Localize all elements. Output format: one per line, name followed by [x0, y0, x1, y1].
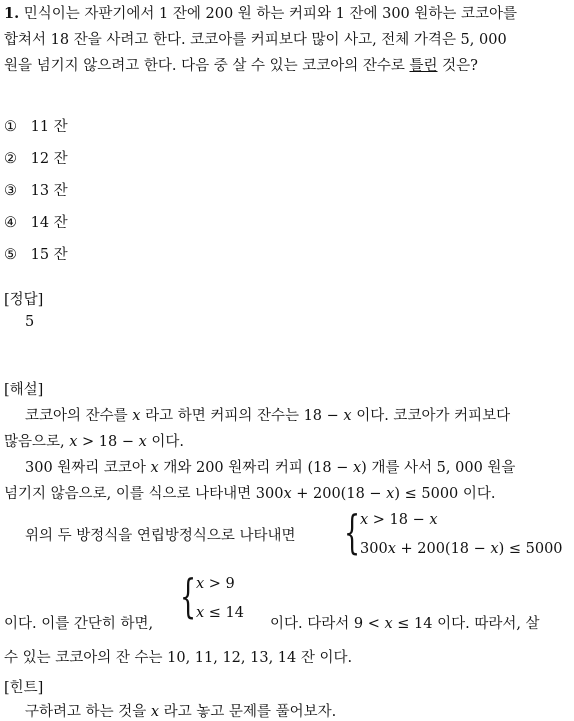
solution-label: [해설]: [4, 382, 44, 398]
solution-line-5: 위의 두 방정식을 연립방정식으로 나타내면: [25, 528, 296, 544]
variable-x: x: [490, 541, 499, 557]
variable-x: x: [283, 486, 292, 502]
solution-line-6b: [270, 612, 540, 633]
question-line-1: [4, 2, 517, 23]
solution-text: ) ≤ 5000 이다.: [394, 486, 496, 502]
choice-2[interactable]: [4, 147, 68, 168]
hint-text-part: 구하려고 하는 것을: [25, 704, 151, 720]
choice-5[interactable]: [4, 243, 68, 264]
choice-1[interactable]: [4, 115, 68, 136]
choice-marker: ⑤: [4, 247, 17, 263]
question-underlined-word: 틀린: [409, 58, 438, 74]
variable-x: x: [196, 576, 205, 592]
choice-marker: ④: [4, 215, 17, 231]
choice-text: 12 잔: [30, 151, 68, 167]
variable-x: x: [384, 616, 393, 632]
question-number: 1.: [4, 5, 20, 22]
solution-text: 이다.: [146, 434, 185, 450]
equation-text: ≤ 14: [204, 605, 245, 621]
solution-text: 코코아의 잔수를: [25, 408, 133, 424]
solution-text: 300 원짜리 코코아: [25, 460, 151, 476]
solution-line-2: [4, 430, 184, 451]
variable-x: x: [386, 486, 395, 502]
solution-text: > 18 −: [77, 434, 139, 450]
solution-text: ≤ 14 이다. 따라서, 살: [392, 616, 540, 632]
solution-text: 라고 하면 커피의 잔수는 18 −: [140, 408, 344, 424]
variable-x: x: [196, 605, 205, 621]
choice-marker: ②: [4, 151, 17, 167]
solution-line-4: [4, 482, 496, 503]
solution-line-1: [25, 404, 510, 425]
variable-x: x: [343, 408, 352, 424]
solution-line-7: 수 있는 코코아의 잔 수는 10, 11, 12, 13, 14 잔 이다.: [4, 650, 353, 666]
variable-x: x: [132, 408, 141, 424]
system2-eq-1: [196, 576, 235, 592]
choice-marker: ①: [4, 119, 17, 135]
choice-text: 13 잔: [30, 183, 68, 199]
choice-marker: ③: [4, 183, 17, 199]
answer-label: [정답]: [4, 292, 44, 308]
question-text-3a: 원을 넘기지 않으려고 한다. 다음 중 살 수 있는 코코아의 잔수로: [4, 58, 410, 74]
solution-line-3: [25, 456, 515, 477]
variable-x: x: [150, 704, 160, 720]
question-line-3: [4, 54, 478, 75]
question-text-3b: 것은?: [437, 58, 478, 74]
hint-text-part: 라고 놓고 문제를 풀어보자.: [159, 704, 337, 720]
equation-text: 300: [360, 541, 388, 557]
solution-text: + 200(18 −: [291, 486, 387, 502]
variable-x: x: [360, 512, 369, 528]
equation-text: > 18 −: [368, 512, 430, 528]
solution-text: 넘기지 않음으로, 이를 식으로 나타내면 300: [4, 486, 284, 502]
variable-x: x: [138, 434, 147, 450]
equation-text: > 9: [204, 576, 235, 592]
choice-4[interactable]: [4, 211, 68, 232]
choice-text: 15 잔: [30, 247, 68, 263]
solution-text: ) 개를 사서 5, 000 원을: [361, 460, 516, 476]
choice-text: 11 잔: [30, 119, 68, 135]
hint-text: [25, 700, 336, 721]
choice-3[interactable]: [4, 179, 68, 200]
variable-x: x: [352, 460, 362, 476]
system1-eq-1: [360, 512, 438, 528]
left-brace: {: [180, 569, 197, 623]
solution-line-6a: 이다. 이를 간단히 하면,: [4, 616, 154, 632]
equation-text: + 200(18 −: [395, 541, 491, 557]
variable-x: x: [387, 541, 396, 557]
solution-text: 개와 200 원짜리 커피 (18 −: [158, 460, 353, 476]
solution-text: 많음으로,: [4, 434, 70, 450]
variable-x: x: [429, 512, 438, 528]
variable-x: x: [150, 460, 159, 476]
question-line-2: 합쳐서 18 잔을 사려고 한다. 코코아를 커피보다 많이 사고, 전체 가격은 5, 000: [4, 32, 507, 48]
solution-text: 이다. 코코아가 커피보다: [351, 408, 511, 424]
system1-eq-2: [360, 541, 563, 557]
left-brace: {: [344, 505, 361, 559]
hint-label: [힌트]: [4, 680, 44, 696]
question-text-1: 민식이는 자판기에서 1 잔에 200 원 하는 커피와 1 잔에 300 원하는 코코아를: [23, 6, 518, 22]
variable-x: x: [69, 434, 78, 450]
equation-text: ) ≤ 5000: [498, 541, 563, 557]
choice-text: 14 잔: [30, 215, 68, 231]
answer-value: 5: [25, 314, 35, 330]
solution-text: 이다. 다라서 9 <: [270, 616, 385, 632]
system2-eq-2: [196, 605, 244, 621]
